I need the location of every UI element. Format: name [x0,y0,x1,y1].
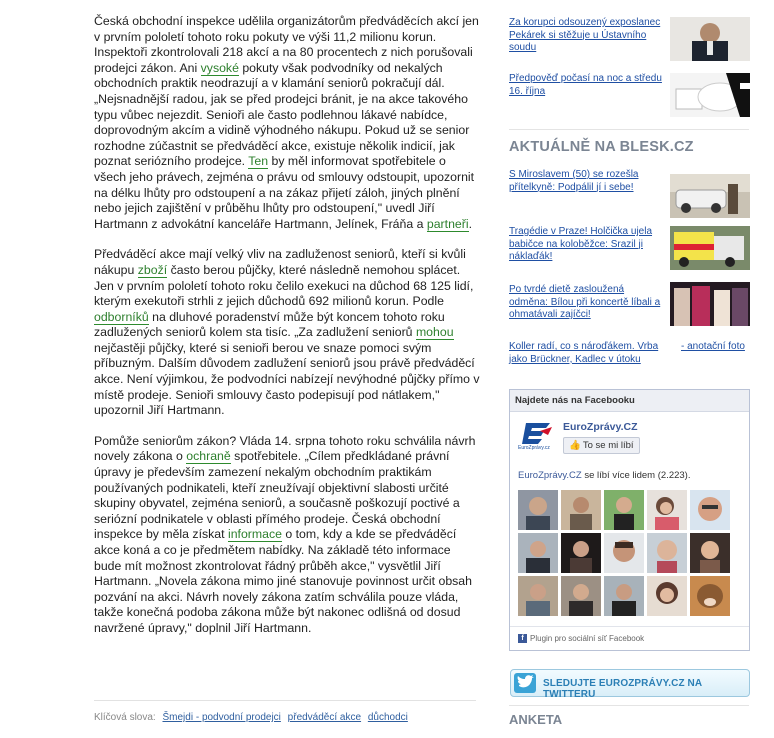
article-paragraph-2 [94,247,480,419]
avatar[interactable] [604,490,644,530]
news-link[interactable]: Po tvrdé dietě zasloužená odměna: Bílou při koncertě líbali a ohmatávali zajíčci! [509,284,661,320]
eurozpravy-logo[interactable] [518,417,556,451]
twitter-label: SLEDUJTE EUROZPRÁVY.CZ NA TWITTERU [543,678,702,700]
avatar[interactable] [561,576,601,616]
section-title-blesk: AKTUÁLNĚ NA BLESK.CZ [509,139,694,155]
news-thumbnail[interactable] [670,17,750,61]
avatar[interactable] [604,576,644,616]
facebook-footer [510,626,749,650]
paragraph-text: spotřebitele. „Cílem předkládané právní úpravy je především zamezení nekalým obchodním praktikám používaných podnikateli, kteří zneužívají objektivní slabosti určité skupiny obyvatel, zejména seniorů, a současně poškozují poctivé a seriózní podnikatele v oblasti přímého prodeje. Česká obchodní inspekce by měla získat [94,449,460,542]
paragraph-text: Pomůže seniorům zákon? Vláda 14. srpna tohoto roku schválila návrh novely zákona o [94,433,476,464]
count-page-name[interactable]: EuroZprávy.CZ [518,470,582,481]
facebook-like-count [518,470,690,481]
keywords-bar [94,712,408,723]
annotation-photo-link[interactable]: - anotační foto [681,341,745,352]
article-paragraph-3 [94,434,480,637]
divider [509,129,749,130]
article-body [94,14,480,652]
avatar[interactable] [690,533,730,573]
paragraph-text: na dluhové poradenství může být koncem tohoto roku zadlužených seniorů kolem sta tisíc. „Za zadlužení seniorů [94,309,445,340]
news-thumbnail[interactable] [670,282,750,326]
divider [509,705,749,706]
news-link[interactable]: Za korupci odsouzený exposlanec Pekárek si stěžuje u Ústavního soudu [509,17,661,53]
news-thumbnail[interactable] [670,226,750,270]
inline-link-ten[interactable]: Ten [248,154,269,169]
news-thumbnail[interactable] [670,174,750,218]
avatar[interactable] [561,533,601,573]
inline-link-ochrane[interactable]: ochraně [186,449,231,464]
paragraph-text: pokuty však podvodníky od nekalých obchodních praktik neodrazují a v klamání seniorů pokračují dál. „Nejsnadnější radou, jak se před prodejci bránit, je na akce takového typu vůbec nejezdit. Senioři ale často podlehnou lákavé nabídce, doprovodným akcím a vidině výhodného nákupu. Pokud už se senior rozhodne zúčastnit se předváděcí akce, existuje několik indicií, jak poznat seriózního prodejce. [94,60,470,169]
article-paragraph-1 [94,14,480,232]
facebook-page-name[interactable]: EuroZprávy.CZ [563,421,638,433]
facebook-like-button[interactable] [563,437,640,454]
paragraph-text: . [468,216,472,231]
avatar[interactable] [518,490,558,530]
inline-link-odborniku[interactable]: odborníků [94,309,149,324]
inline-link-informace[interactable]: informace [227,527,282,542]
avatar[interactable] [647,533,687,573]
paragraph-text: Předváděcí akce mají velký vliv na zadluženost seniorů, kteří si kvůli nákupu [94,247,466,277]
section-title-anketa: ANKETA [509,712,563,727]
avatar[interactable] [647,490,687,530]
paragraph-text: nejčastěji půjčky, které si senioři berou ve snaze pomoci svým příbuzným. Dalším důvodem zadlužení seniorů jsou právě předváděcí akce. Není výjimkou, že podvodníci nabízejí nevýhodné půjčky přímo v místě prodeje. Senioři smlouvy často podepisují pod nátlakem," upozornil Jiří Hartmann. [94,340,480,418]
avatar[interactable] [690,576,730,616]
keyword-link-smejdi[interactable]: Šmejdi - podvodní prodejci [162,712,281,723]
paragraph-text: Česká obchodní inspekce udělila organizátorům předváděcích akcí jen v prvním pololetí tohoto roku pokuty ve výši 11,2 milionu korun. Inspektoři zkontrolovali 218 akcí a na 80 procentech z nich porušovali prodejci zákon. Ani [94,14,479,75]
inline-link-mohou[interactable]: mohou [415,325,454,340]
paragraph-text: o tom, kdy a kde se předváděcí akce koná a co je předmětem nabídky. Na základě této informace bude mít možnost zkontrolovat řádný průběh akce," vysvětlil Jiří Hartmann. „Novela zákona mimo jiné stanovuje povinnost určit obsah pozvání na akci. Návrh novely zákona zatím schválila pouze vláda, takže konečná podoba zákona může být nakonec odlišná od dosud navržené úpravy," doplnil Jiří Hartmann. [94,527,472,635]
logo-caption: EuroZprávy.cz [518,445,550,451]
news-thumbnail[interactable] [670,73,750,117]
news-link[interactable]: Předpověď počasí na noc a středu 16. října [509,73,662,97]
avatar[interactable] [647,576,687,616]
divider [94,700,476,701]
inline-link-vysoke[interactable]: vysoké [200,60,239,75]
like-label: To se mi líbí [582,440,634,451]
thumbs-up-icon: 👍 [569,440,581,451]
twitter-follow-button[interactable] [510,669,750,700]
avatar[interactable] [690,490,730,530]
paragraph-text: často berou půjčky, které následně nemohou splácet. Jen v prvním pololetí tohoto roku čelilo exekuci na důchod 68 125 lidí, kterým exekutoři strhli z jejich důchodů 692 milionů korun. Podle [94,262,474,309]
inline-link-zbozi[interactable]: zboží [137,262,168,277]
paragraph-text: by měl informovat spotřebitele o všech jeho právech, zejména o právu od smlouvy odstoupit, upozornit na délku lhůty pro odstoupení a na zákaz přijetí záloh, jiných plnění nebo jejich zajištění v průběhu lhůty pro odstoupení," uvedl Jiří Hartmann z advokátní kanceláře Hartmann, Jelínek, Fráňa a [94,154,475,231]
news-link[interactable]: S Miroslavem (50) se rozešla přítelkyně: Podpálil jí i sebe! [509,169,639,193]
avatar[interactable] [604,533,644,573]
news-link[interactable]: Tragédie v Praze! Holčička ujela babičce na koloběžce: Srazil ji náklaďák! [509,226,653,262]
twitter-bird-icon [514,673,536,693]
facebook-header: Najdete nás na Facebooku [510,390,749,412]
facebook-icon: f [518,634,527,643]
keyword-link-duchodci[interactable]: důchodci [367,712,408,723]
avatar[interactable] [561,490,601,530]
news-link[interactable]: Koller radí, co s nároďákem. Vrba jako Brückner, Kadlec v útoku [509,341,659,365]
footer-text[interactable]: Plugin pro sociální síť Facebook [530,634,645,643]
facebook-widget [509,389,750,651]
avatar[interactable] [518,533,558,573]
inline-link-partneri[interactable]: partneři [426,216,469,231]
avatar[interactable] [518,576,558,616]
count-text: se líbí více lidem (2.223). [581,470,691,481]
keyword-link-predvadeci-akce[interactable]: předváděcí akce [287,712,362,723]
keywords-label: Klíčová slova: [94,712,156,723]
